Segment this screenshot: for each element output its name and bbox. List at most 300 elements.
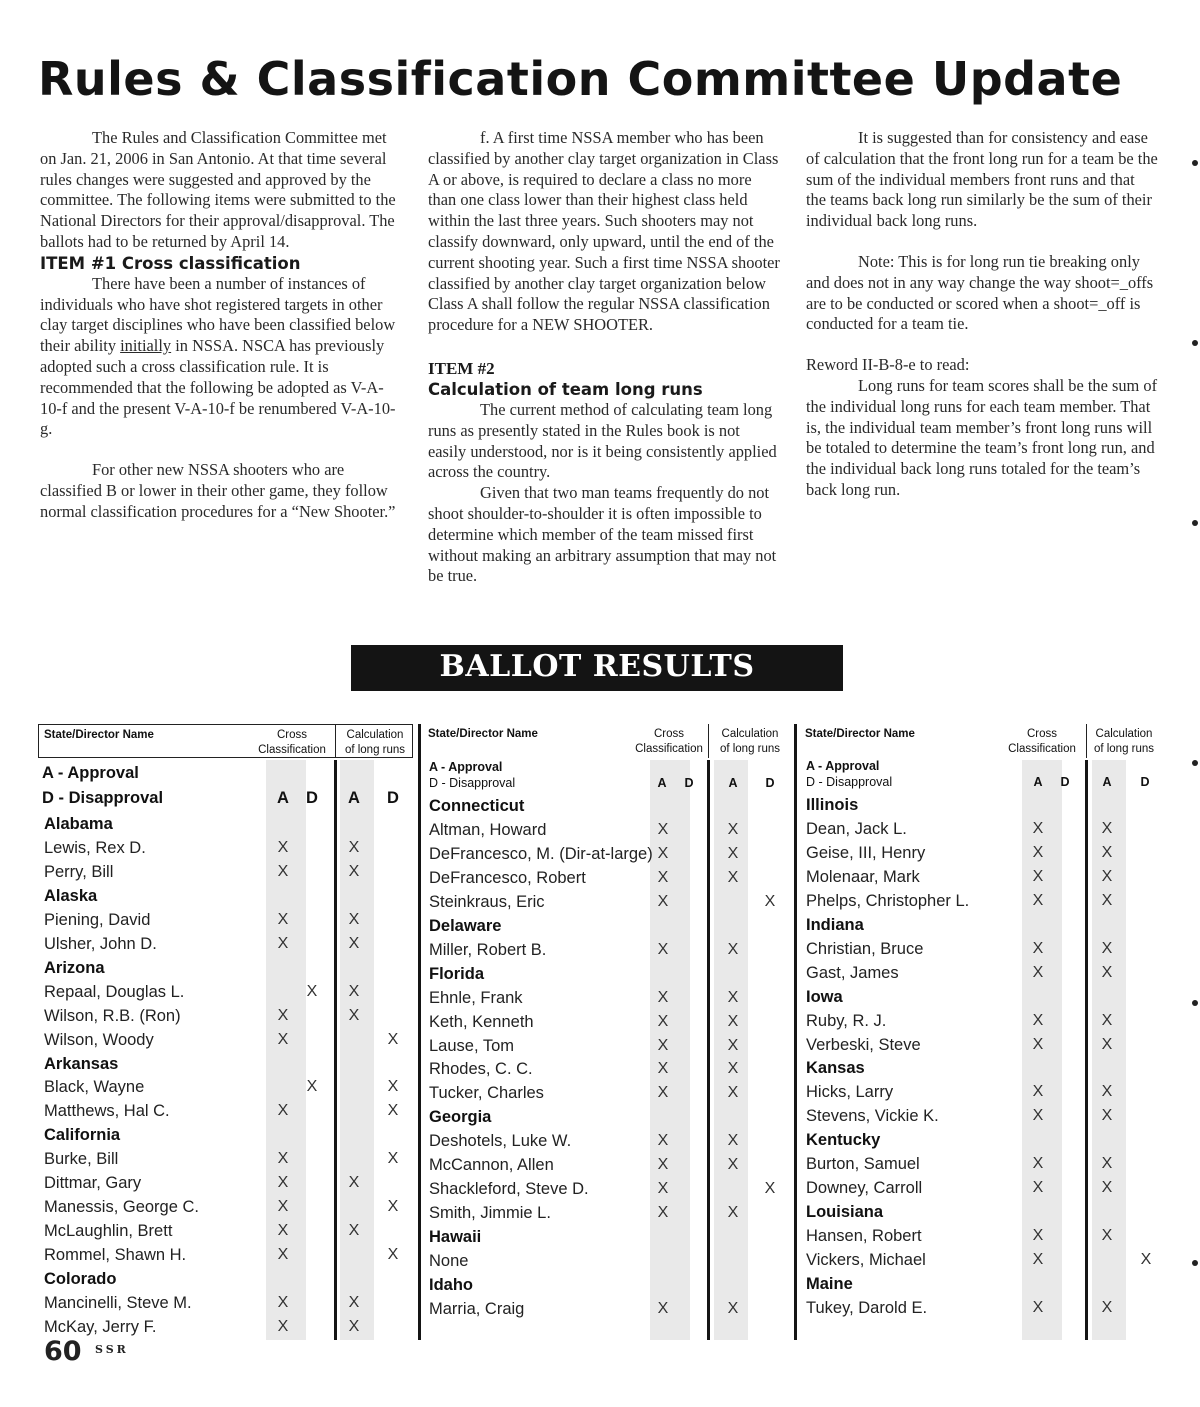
state-heading-row <box>38 1052 413 1076</box>
calc-approval-mark: X <box>1101 1227 1113 1245</box>
director-name: Lause, Tom <box>429 1036 514 1055</box>
calc-approval-mark: X <box>727 820 739 838</box>
director-row <box>38 1195 413 1219</box>
legend-cross-a: A <box>657 776 667 790</box>
director-name: Altman, Howard <box>429 820 547 839</box>
cross-approval-mark: X <box>657 1204 669 1222</box>
header-cross <box>998 727 1086 757</box>
header-name: State/Director Name <box>428 728 538 740</box>
director-name: Hicks, Larry <box>806 1083 894 1102</box>
header-divider <box>708 724 709 758</box>
legend-cross-a: A <box>1033 775 1043 789</box>
director-name: Ruby, R. J. <box>806 1011 887 1030</box>
cross-approval-mark: X <box>1032 867 1044 885</box>
calc-disapproval-mark: X <box>387 1198 399 1216</box>
director-name: Wilson, R.B. (Ron) <box>44 1006 181 1025</box>
calc-disapproval-mark: X <box>387 1030 399 1048</box>
calc-disapproval-mark: X <box>387 1102 399 1120</box>
director-name: Downey, Carroll <box>806 1179 923 1198</box>
state-name: Delaware <box>429 916 502 935</box>
article-column-3 <box>806 128 1158 501</box>
director-row <box>38 932 413 956</box>
legend-calc-d: D <box>387 789 399 807</box>
calc-approval-mark: X <box>1101 963 1113 981</box>
director-row <box>418 842 794 866</box>
director-row <box>38 836 413 860</box>
state-name: Iowa <box>806 987 843 1006</box>
director-row <box>794 1033 1160 1057</box>
calc-approval-mark: X <box>727 1084 739 1102</box>
calc-approval-mark: X <box>1101 1011 1113 1029</box>
director-name: Repaal, Douglas L. <box>44 982 185 1001</box>
calc-approval-mark: X <box>348 982 360 1000</box>
legend-calc-a: A <box>1102 775 1112 789</box>
state-heading-row <box>38 1267 413 1291</box>
header-calc-line1: Calculation <box>1095 728 1153 740</box>
cross-approval-mark: X <box>277 934 289 952</box>
legend-cross-d: D <box>1060 775 1070 789</box>
director-row <box>794 1248 1160 1272</box>
director-row <box>418 986 794 1010</box>
legend-approval: A - Approval <box>429 760 503 774</box>
director-row <box>418 1177 794 1201</box>
director-name: Shackleford, Steve D. <box>429 1180 589 1199</box>
director-name: Rhodes, C. C. <box>429 1060 533 1079</box>
cross-approval-mark: X <box>657 1036 669 1054</box>
director-row <box>794 1104 1160 1128</box>
state-heading-row <box>794 1128 1160 1152</box>
director-name: Hansen, Robert <box>806 1227 922 1246</box>
director-row <box>418 818 794 842</box>
state-heading-row <box>418 962 794 986</box>
item2-reword: Reword II-B-8-e to read: <box>806 355 970 375</box>
calc-approval-mark: X <box>727 1060 739 1078</box>
state-name: Florida <box>429 964 485 983</box>
page-edge-mark <box>1192 1260 1198 1266</box>
page-edge-mark <box>1192 520 1198 526</box>
cross-approval-mark: X <box>657 940 669 958</box>
cross-disapproval-mark: X <box>306 982 318 1000</box>
cross-approval-mark: X <box>657 844 669 862</box>
calc-approval-mark: X <box>348 910 360 928</box>
header-name: State/Director Name <box>44 729 154 741</box>
calc-approval-mark: X <box>1101 843 1113 861</box>
state-name: Indiana <box>806 915 864 934</box>
state-name: Arizona <box>44 958 105 977</box>
director-row <box>794 1224 1160 1248</box>
cross-approval-mark: X <box>1032 1155 1044 1173</box>
calc-disapproval-mark: X <box>387 1078 399 1096</box>
header-calc-line2: of long runs <box>344 744 406 756</box>
header-calc <box>710 727 790 757</box>
state-heading-row <box>794 985 1160 1009</box>
cross-approval-mark: X <box>277 1150 289 1168</box>
ballot-table-3 <box>794 724 1160 1340</box>
director-name: Perry, Bill <box>44 862 114 881</box>
ballot-table-2 <box>418 724 794 1340</box>
calc-approval-mark: X <box>1101 1107 1113 1125</box>
legend-approval: A - Approval <box>806 759 880 773</box>
article-column-2 <box>428 128 780 587</box>
director-row <box>38 1291 413 1315</box>
header-cross-line1: Cross <box>1026 728 1058 740</box>
director-name: Christian, Bruce <box>806 939 924 958</box>
director-row <box>794 1080 1160 1104</box>
state-heading-row <box>418 794 794 818</box>
cross-approval-mark: X <box>1032 1298 1044 1316</box>
calc-approval-mark: X <box>348 838 360 856</box>
calc-approval-mark: X <box>727 1204 739 1222</box>
director-row <box>38 1028 413 1052</box>
cross-approval-mark: X <box>277 1030 289 1048</box>
calc-disapproval-mark: X <box>1140 1251 1152 1269</box>
item1-paragraph-3: f. A first time NSSA member who has been classified by another clay target organization in Class A or above, is required to declare a class no more than one class lower than their highest class held within the last three years. Such shooters may not classify downward, only upward, until the end of the current shooting year. Such a first time NSSA shooter classified by another clay target organization below Class A shall follow the regular NSSA classification procedure for a NEW SHOOTER. <box>428 128 780 335</box>
legend-cross-d: D <box>684 776 694 790</box>
item1-paragraph-2: For other new NSSA shooters who are classified B or lower in their other game, they follow normal classification procedures for a “New Shooter.” <box>40 460 396 521</box>
cross-approval-mark: X <box>1032 1179 1044 1197</box>
calc-approval-mark: X <box>348 934 360 952</box>
header-calc <box>337 728 413 758</box>
cross-approval-mark: X <box>277 1006 289 1024</box>
cross-approval-mark: X <box>1032 819 1044 837</box>
cross-approval-mark: X <box>277 1317 289 1335</box>
item1-p1-underlined: initially <box>120 336 172 356</box>
director-name: Piening, David <box>44 910 151 929</box>
publication-name: SSR <box>95 1343 129 1356</box>
director-row <box>38 1315 413 1339</box>
director-row <box>38 1171 413 1195</box>
page-edge-mark <box>1192 760 1198 766</box>
legend-cross-a: A <box>277 789 289 807</box>
calc-approval-mark: X <box>727 1132 739 1150</box>
cross-approval-mark: X <box>277 1102 289 1120</box>
director-row <box>418 1057 794 1081</box>
calc-disapproval-mark: X <box>764 892 776 910</box>
director-name: DeFrancesco, M. (Dir-at-large) <box>429 844 653 863</box>
director-name: McLaughlin, Brett <box>44 1222 173 1241</box>
state-heading-row <box>794 793 1160 817</box>
director-row <box>794 961 1160 985</box>
director-name: Molenaar, Mark <box>806 867 920 886</box>
director-row <box>418 1297 794 1321</box>
director-row <box>38 908 413 932</box>
director-row <box>418 1201 794 1225</box>
calc-disapproval-mark: X <box>764 1180 776 1198</box>
legend-disapproval: D - Disapproval <box>42 789 164 807</box>
cross-approval-mark: X <box>277 1198 289 1216</box>
state-name: Louisiana <box>806 1203 884 1222</box>
director-name: Mancinelli, Steve M. <box>44 1294 192 1312</box>
director-row <box>794 889 1160 913</box>
director-row <box>38 1004 413 1028</box>
cross-approval-mark: X <box>1032 1227 1044 1245</box>
director-row <box>418 1034 794 1058</box>
director-name: Rommel, Shawn H. <box>44 1246 187 1265</box>
calc-approval-mark: X <box>1101 939 1113 957</box>
state-heading-row <box>38 884 413 908</box>
cross-approval-mark: X <box>277 1222 289 1240</box>
cross-approval-mark: X <box>657 1132 669 1150</box>
header-divider <box>1086 724 1087 758</box>
header-divider <box>335 725 336 757</box>
state-heading-row <box>418 914 794 938</box>
header-calc-line2: of long runs <box>1093 743 1155 755</box>
state-heading-row <box>38 956 413 980</box>
item1-heading-text: ITEM #1 Cross classification <box>40 253 301 273</box>
cross-approval-mark: X <box>1032 1083 1044 1101</box>
director-row <box>418 1153 794 1177</box>
header-cross-line1: Cross <box>653 728 685 740</box>
item2-heading: ITEM #2 <box>428 358 495 378</box>
state-name: Colorado <box>44 1270 117 1289</box>
director-name: Geise, III, Henry <box>806 843 926 862</box>
state-heading-row <box>794 1200 1160 1224</box>
state-name: Idaho <box>429 1276 473 1294</box>
state-name: Hawaii <box>429 1228 482 1247</box>
director-name: Vickers, Michael <box>806 1251 926 1270</box>
state-name: California <box>44 1126 121 1145</box>
item1-paragraph-1 <box>40 274 402 440</box>
header-calc-line2: of long runs <box>719 743 781 755</box>
cross-approval-mark: X <box>277 910 289 928</box>
item2-paragraph-4: Long runs for team scores shall be the sum of the individual long runs for each team member. That is, the individual team member’s front long runs will be totaled to determine the team’s front long run, and the individual back long runs totaled for the team’s back long run. <box>806 375 1158 499</box>
cross-approval-mark: X <box>657 868 669 886</box>
director-name: Dean, Jack L. <box>806 819 907 838</box>
director-name: Marria, Craig <box>429 1299 525 1318</box>
page-number: 60 <box>44 1336 82 1367</box>
director-name: Manessis, George C. <box>44 1198 199 1217</box>
director-name: Tucker, Charles <box>429 1084 544 1103</box>
director-name: Burton, Samuel <box>806 1155 920 1174</box>
cross-approval-mark: X <box>277 1246 289 1264</box>
calc-approval-mark: X <box>727 988 739 1006</box>
director-row <box>38 1075 413 1099</box>
director-name: Stevens, Vickie K. <box>806 1107 939 1126</box>
state-name: Kentucky <box>806 1131 881 1150</box>
director-name: Gast, James <box>806 963 899 982</box>
director-name: DeFrancesco, Robert <box>429 868 586 887</box>
director-name: Keth, Kenneth <box>429 1012 534 1031</box>
director-name: Smith, Jimmie L. <box>429 1204 551 1223</box>
header-name: State/Director Name <box>805 728 915 740</box>
table-header <box>794 724 1160 758</box>
director-row <box>418 1129 794 1153</box>
cross-approval-mark: X <box>1032 939 1044 957</box>
header-cross-line2: Classification <box>1008 743 1076 755</box>
director-name: None <box>429 1252 469 1271</box>
cross-approval-mark: X <box>657 1084 669 1102</box>
legend-cross-d: D <box>306 789 318 807</box>
cross-approval-mark: X <box>657 1012 669 1030</box>
director-row <box>418 938 794 962</box>
director-row <box>38 860 413 884</box>
table-header <box>418 724 794 758</box>
director-row <box>794 841 1160 865</box>
state-name: Arkansas <box>44 1054 119 1073</box>
calc-disapproval-mark: X <box>387 1246 399 1264</box>
state-heading-row <box>38 1123 413 1147</box>
cross-approval-mark: X <box>657 1299 669 1317</box>
director-row <box>794 865 1160 889</box>
cross-approval-mark: X <box>1032 1251 1044 1269</box>
calc-approval-mark: X <box>1101 891 1113 909</box>
state-name: Alabama <box>44 815 113 833</box>
state-heading-row <box>794 913 1160 937</box>
cross-approval-mark: X <box>657 1060 669 1078</box>
calc-approval-mark: X <box>1101 819 1113 837</box>
director-name: Tukey, Darold E. <box>806 1298 928 1317</box>
page-edge-mark <box>1192 1000 1198 1006</box>
item1-heading <box>40 253 402 274</box>
director-row <box>418 1081 794 1105</box>
item2-note: Note: This is for long run tie breaking only and does not in any way change the way shoot=_offs are to be conducted or scored when a shoot=_off is conducted for a team tie. <box>806 251 1154 334</box>
director-name: Steinkraus, Eric <box>429 892 545 911</box>
calc-approval-mark: X <box>1101 1179 1113 1197</box>
item2-paragraph-3: It is suggested than for consistency and ease of calculation that the front long run for a team be the sum of the individual members front runs and that the teams back long run similarly be the sum of their individual back long runs. <box>806 128 1158 231</box>
cross-approval-mark: X <box>277 838 289 856</box>
director-name: Ehnle, Frank <box>429 988 523 1007</box>
legend-calc-d: D <box>1140 775 1150 789</box>
cross-approval-mark: X <box>657 1156 669 1174</box>
state-heading-row <box>418 1273 794 1297</box>
state-heading-row <box>418 1105 794 1129</box>
header-cross <box>624 727 714 757</box>
item2-paragraph-2: Given that two man teams frequently do not shoot shoulder-to-shoulder it is often impossible to determine which member of the team missed first without making an arbitrary assumption that may not be true. <box>428 483 777 586</box>
header-cross-line2: Classification <box>258 744 326 756</box>
director-name: Matthews, Hal C. <box>44 1102 170 1121</box>
cross-approval-mark: X <box>277 862 289 880</box>
director-row <box>794 817 1160 841</box>
header-cross <box>245 728 339 758</box>
legend-calc-a: A <box>348 789 360 807</box>
cross-approval-mark: X <box>1032 891 1044 909</box>
calc-approval-mark: X <box>727 844 739 862</box>
item2-paragraph-1: The current method of calculating team long runs as presently stated in the Rules book is not easily understood, nor is it being consistently applied across the country. <box>428 399 777 482</box>
state-name: Illinois <box>806 796 859 814</box>
legend-disapproval: D - Disapproval <box>429 776 516 790</box>
calc-approval-mark: X <box>727 1012 739 1030</box>
state-name: Maine <box>806 1275 853 1293</box>
director-row <box>794 1009 1160 1033</box>
cross-approval-mark: X <box>657 892 669 910</box>
cross-disapproval-mark: X <box>306 1078 318 1096</box>
calc-approval-mark: X <box>348 1006 360 1024</box>
calc-approval-mark: X <box>348 1174 360 1192</box>
director-name: McKay, Jerry F. <box>44 1317 157 1336</box>
director-row <box>418 1010 794 1034</box>
cross-approval-mark: X <box>1032 843 1044 861</box>
legend-approval: A - Approval <box>42 764 139 782</box>
calc-approval-mark: X <box>1101 1155 1113 1173</box>
page-edge-mark <box>1192 340 1198 346</box>
state-name: Connecticut <box>429 797 525 815</box>
director-name: McCannon, Allen <box>429 1156 554 1175</box>
item1-p1-after: in NSSA. NSCA has previously adopted such a cross classification rule. It is recommended that the following be adopted as V-A-10-f and the present V-A-10-f be renumbered V-A-10-g. <box>40 336 396 439</box>
item2-subheading: Calculation of team long runs <box>428 379 703 399</box>
director-name: Wilson, Woody <box>44 1030 154 1049</box>
calc-approval-mark: X <box>348 1317 360 1335</box>
cross-approval-mark: X <box>1032 1107 1044 1125</box>
director-name: Phelps, Christopher L. <box>806 891 970 910</box>
state-name: Alaska <box>44 886 98 905</box>
calc-approval-mark: X <box>727 1156 739 1174</box>
calc-approval-mark: X <box>1101 1035 1113 1053</box>
director-name: Ulsher, John D. <box>44 934 157 953</box>
calc-approval-mark: X <box>727 1299 739 1317</box>
state-heading-row <box>794 1056 1160 1080</box>
calc-approval-mark: X <box>727 868 739 886</box>
director-name: Miller, Robert B. <box>429 940 547 959</box>
header-calc-line1: Calculation <box>346 729 404 741</box>
state-heading-row <box>38 812 413 836</box>
legend-calc-d: D <box>765 776 775 790</box>
header-calc-line1: Calculation <box>721 728 779 740</box>
cross-approval-mark: X <box>1032 963 1044 981</box>
calc-approval-mark: X <box>348 1294 360 1311</box>
director-row <box>794 937 1160 961</box>
director-name: Lewis, Rex D. <box>44 838 146 857</box>
item1-p1-before: There have been a number of instances of individuals who have shot registered targets in other clay target disciplines who have been classified below their ability <box>40 273 396 356</box>
director-row <box>38 1147 413 1171</box>
director-row <box>418 890 794 914</box>
calc-disapproval-mark: X <box>387 1150 399 1168</box>
director-row <box>794 1176 1160 1200</box>
cross-approval-mark: X <box>657 820 669 838</box>
cross-approval-mark: X <box>657 1180 669 1198</box>
director-row <box>38 1219 413 1243</box>
director-name: Burke, Bill <box>44 1150 119 1169</box>
legend-disapproval: D - Disapproval <box>806 775 893 789</box>
director-row <box>38 1099 413 1123</box>
calc-approval-mark: X <box>727 1036 739 1054</box>
director-name: Deshotels, Luke W. <box>429 1132 572 1151</box>
state-heading-row <box>418 1225 794 1249</box>
cross-approval-mark: X <box>277 1174 289 1192</box>
intro-paragraph: The Rules and Classification Committee met on Jan. 21, 2006 in San Antonio. At that time several rules changes were suggested and approved by the committee. The following items were submitted to the National Directors for their approval/disapproval. The ballots had to be returned by April 14. <box>40 128 396 251</box>
director-row <box>418 1249 794 1273</box>
calc-approval-mark: X <box>1101 1083 1113 1101</box>
state-name: Georgia <box>429 1108 492 1127</box>
ballot-results-banner: BALLOT RESULTS <box>351 645 843 691</box>
cross-approval-mark: X <box>1032 1011 1044 1029</box>
director-row <box>794 1296 1160 1320</box>
calc-approval-mark: X <box>348 1222 360 1240</box>
header-calc <box>1088 727 1160 757</box>
calc-approval-mark: X <box>1101 867 1113 885</box>
ballot-table-1 <box>38 724 413 1340</box>
article-column-1 <box>40 128 402 523</box>
legend-calc-a: A <box>728 776 738 790</box>
director-name: Verbeski, Steve <box>806 1035 921 1054</box>
director-name: Black, Wayne <box>44 1078 145 1097</box>
director-row <box>38 1243 413 1267</box>
cross-approval-mark: X <box>1032 1035 1044 1053</box>
calc-approval-mark: X <box>348 862 360 880</box>
calc-approval-mark: X <box>1101 1298 1113 1316</box>
header-cross-line2: Classification <box>635 743 703 755</box>
table-header <box>38 724 413 758</box>
director-row <box>38 980 413 1004</box>
calc-approval-mark: X <box>727 940 739 958</box>
director-row <box>418 866 794 890</box>
cross-approval-mark: X <box>657 988 669 1006</box>
page-title: Rules & Classification Committee Update <box>38 52 1123 106</box>
state-name: Kansas <box>806 1059 865 1078</box>
page-edge-mark <box>1192 160 1198 166</box>
state-heading-row <box>794 1272 1160 1296</box>
cross-approval-mark: X <box>277 1294 289 1311</box>
director-name: Dittmar, Gary <box>44 1174 142 1193</box>
